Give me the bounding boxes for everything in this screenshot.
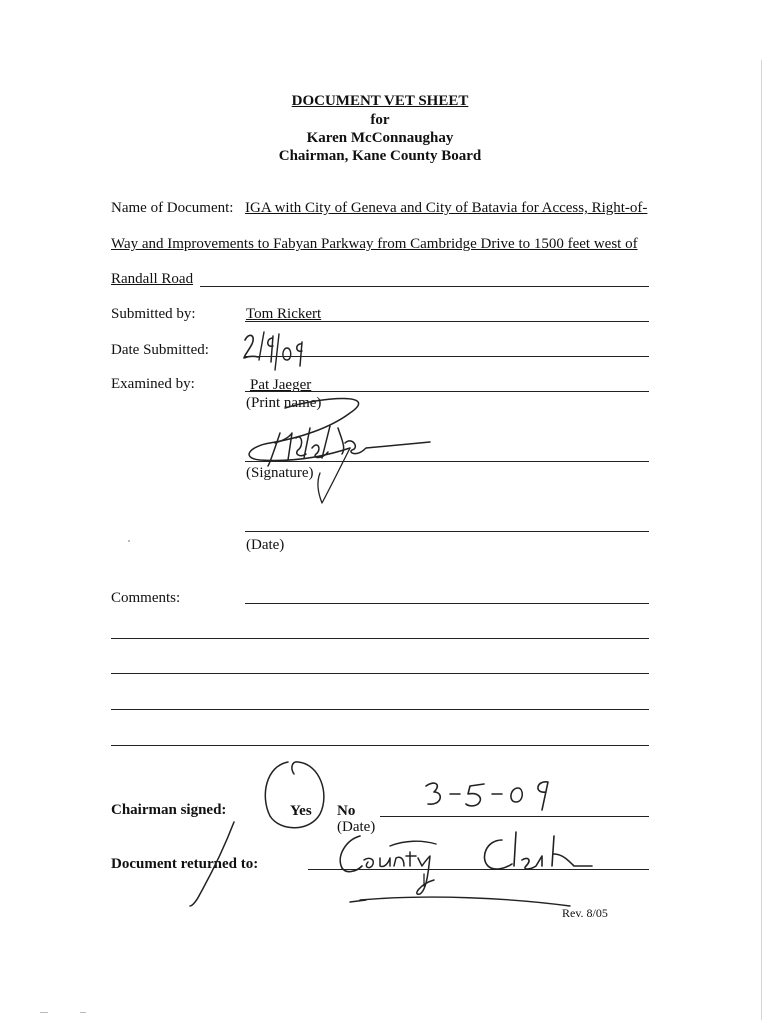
document-name-label: Name of Document:: [111, 200, 234, 216]
comments-line-4: [111, 709, 649, 710]
comments-line-3: [111, 673, 649, 674]
sheet-title: DOCUMENT VET SHEET: [291, 93, 469, 109]
revision-label: Rev. 8/05: [562, 906, 608, 920]
chairman-signed-yes: Yes: [290, 803, 312, 819]
date-submitted-label: Date Submitted:: [111, 342, 209, 358]
examined-by-label: Examined by:: [111, 376, 195, 392]
document-name-line3: Randall Road: [111, 271, 194, 287]
returned-to-value: [340, 850, 421, 867]
comments-line-1: [245, 603, 649, 604]
chairman-signed-no: No: [337, 803, 356, 819]
chairman-date-value: [425, 786, 465, 803]
chairman-name: Karen McConnaughay: [306, 130, 454, 146]
scan-edge: [761, 60, 762, 1020]
submitted-by-label: Submitted by:: [111, 306, 196, 322]
returned-to-label: Document returned to:: [111, 856, 259, 872]
comments-line-5: [111, 745, 649, 746]
county-clerk-handwriting: [330, 826, 600, 916]
exam-date-line: [245, 531, 649, 532]
comments-label: Comments:: [111, 590, 181, 606]
scan-speck: [40, 1012, 48, 1013]
return-slash-mark: [180, 818, 240, 910]
document-name-underline: [200, 286, 649, 287]
exam-date-caption: (Date): [246, 537, 285, 553]
scan-speck: [80, 1012, 86, 1013]
sheet-for: for: [370, 112, 390, 128]
signature-caption: (Signature): [246, 465, 314, 481]
scan-speck: [128, 540, 130, 542]
document-name-line1: IGA with City of Geneva and City of Batavia for Access, Right-of-: [245, 200, 648, 216]
examiner-signature: [230, 388, 440, 508]
yes-circle-mark: [258, 756, 338, 834]
chairman-date-line: [380, 816, 649, 817]
examined-by-value: Pat Jaeger: [250, 377, 312, 393]
print-name-caption: (Print name): [246, 395, 322, 411]
submitted-by-line: [245, 321, 649, 322]
date-submitted-value: [240, 336, 278, 353]
document-name-line2: Way and Improvements to Fabyan Parkway from Cambridge Drive to 1500 feet west of: [111, 236, 638, 252]
submitted-by-value: Tom Rickert: [246, 306, 322, 322]
chairman-role: Chairman, Kane County Board: [278, 148, 482, 164]
chairman-signed-label: Chairman signed:: [111, 802, 227, 818]
comments-line-2: [111, 638, 649, 639]
chairman-date-caption: (Date): [337, 819, 376, 835]
